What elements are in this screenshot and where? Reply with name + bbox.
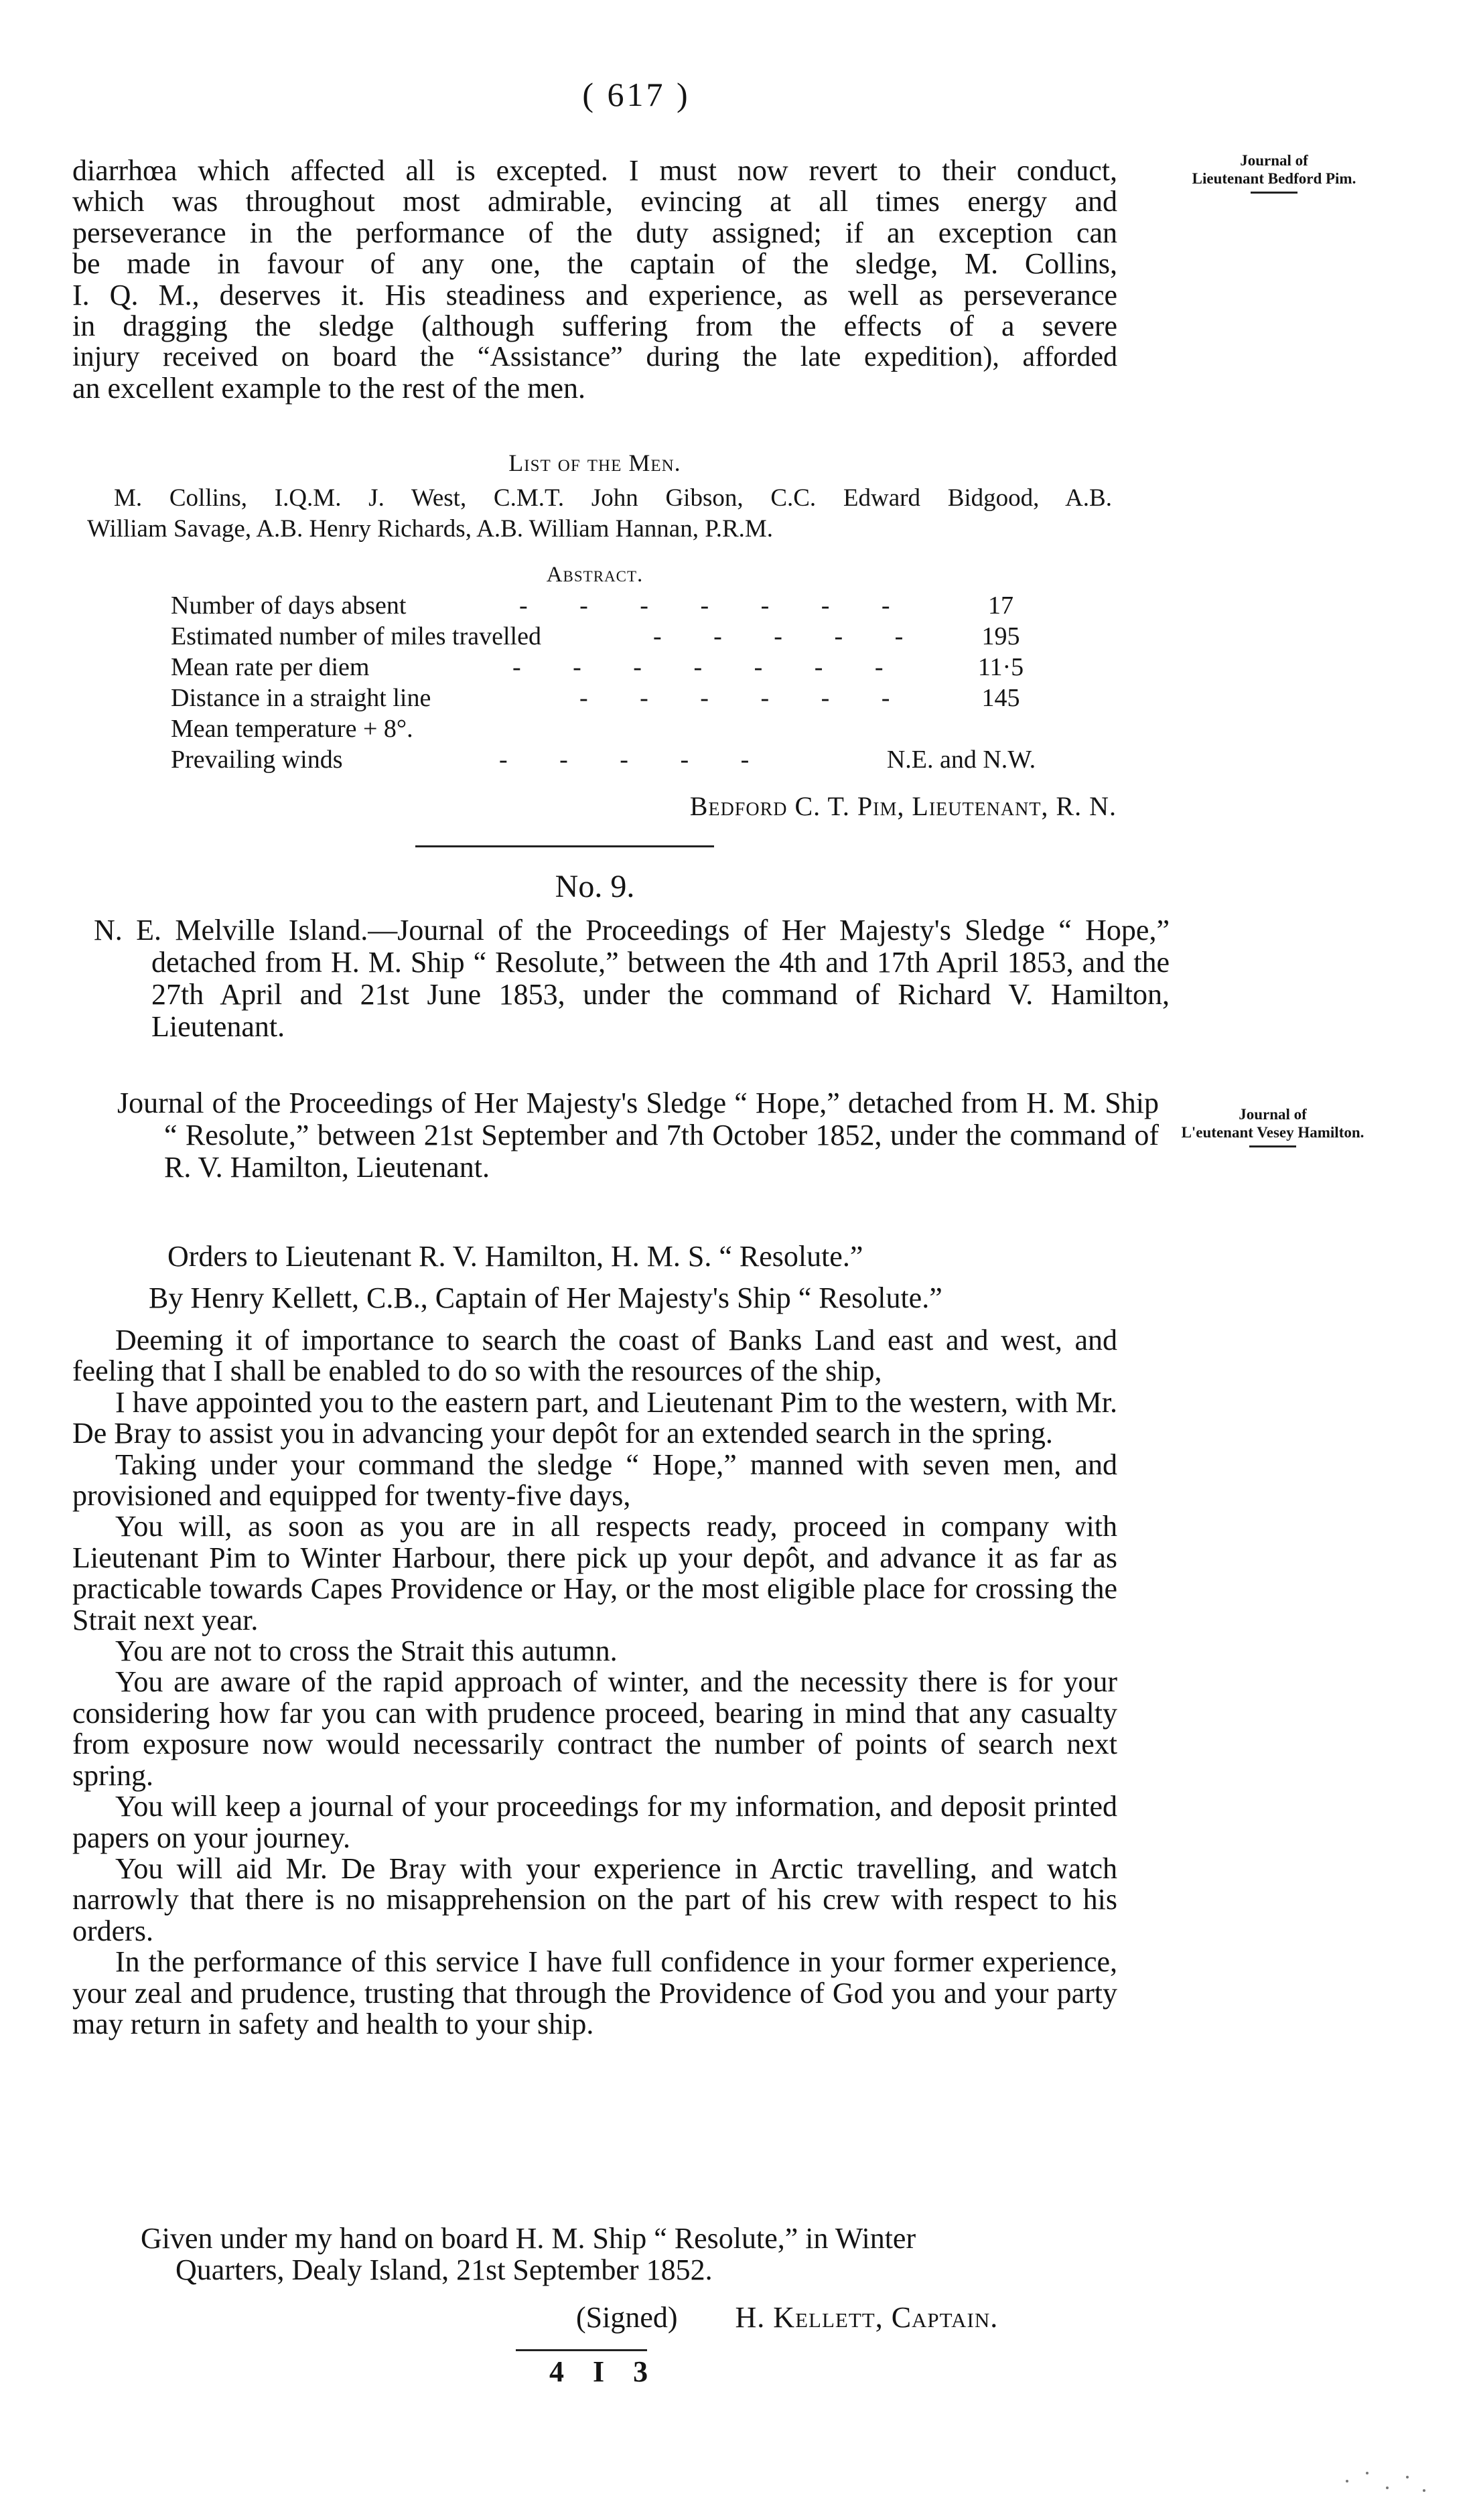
section-number: No. 9. [555, 869, 635, 904]
abstract-value: 11·5 [977, 653, 1024, 681]
opening-line: an excellent example to the rest of the men. [72, 371, 586, 405]
abstract-label: Estimated number of miles travelled [171, 622, 541, 650]
section-heading: N. E. Melville Island.—Journal of the Proceedings of Her Majesty's Sledge “ Hope,” detached from H. M. Ship “ Resolute,” between the 4th and 17th April 1853, and the 27th April and 21st June 1853, under the command of Richard V. Hamilton, Lieutenant. [94, 914, 1170, 1043]
margin-note-pim-line1: Journal of [1240, 152, 1308, 169]
abstract-label: Distance in a straight line [171, 684, 431, 712]
abstract-leader: - - - - - - [579, 684, 913, 712]
letter-paragraph: You are not to cross the Strait this autumn. [115, 1634, 618, 1668]
margin-note-pim-line2: Lieutenant Bedford Pim. [1192, 170, 1356, 187]
abstract-row [171, 652, 1068, 683]
abstract-label: Number of days absent [171, 591, 407, 620]
letter-paragraph: You are aware of the rapid approach of winter, and the necessity there is for your considering how far you can with prudence proceed, bearing in mind that any casualty from exposure now would necessarily contract the number of points of search next spring. [72, 1665, 1117, 1792]
abstract-label: Prevailing winds [171, 746, 343, 774]
given-line-1: Given under my hand on board H. M. Ship “ Resolute,” in Winter [141, 2222, 916, 2255]
bottom-rule [516, 2349, 647, 2351]
abstract-value: 145 [981, 684, 1020, 712]
letter-paragraph: Deeming it of importance to search the coast of Banks Land east and west, and feeling that I shall be enabled to do so with the resources of the ship, [72, 1324, 1117, 1388]
given-under-hand [141, 2223, 1112, 2286]
abstract-leader: - - - - - [653, 622, 926, 650]
opening-line: injury received on board the “Assistance” during the late expedition), afforded [72, 342, 1117, 373]
letter-paragraph: You will aid Mr. De Bray with your experience in Arctic travelling, and watch narrowly that there is no misapprehension on the part of his crew with respect to his orders. [72, 1851, 1117, 1947]
margin-note-hamilton-line2: L'eutenant Vesey Hamilton. [1181, 1124, 1364, 1141]
letter-paragraph: Taking under your command the sledge “ Hope,” manned with seven men, and provisioned and equipped for twenty-five days, [72, 1448, 1117, 1513]
letter-paragraph: You will, as soon as you are in all respects ready, proceed in company with Lieutenant Pim to Winter Harbour, there pick up your depôt, and advance it as far as practicable towards Capes Providence or Hay, or the most eligible place for crossing the Strait next year. [72, 1510, 1117, 1636]
abstract-leader: - - - - - - - [512, 653, 906, 681]
orders-line: Orders to Lieutenant R. V. Hamilton, H. M. S. “ Resolute.” [167, 1240, 863, 1273]
opening-line: be made in favour of any one, the captain of the sledge, M. Collins, [72, 247, 1117, 281]
printer-signature-mark: 4 I 3 [549, 2355, 659, 2388]
abstract-row [171, 591, 1068, 622]
abstract-value: 195 [981, 622, 1020, 650]
section-divider [415, 845, 714, 847]
letter-paragraph: In the performance of this service I have full confidence in your former experience, your zeal and prudence, trusting that through the Providence of God you and your party may return in safety and health to your ship. [72, 1945, 1117, 2040]
signed-block [576, 2300, 998, 2334]
abstract-row [171, 683, 1068, 714]
margin-note-hamilton-line1: Journal of [1239, 1106, 1307, 1123]
signature-pim: Bedford C. T. Pim, Lieutenant, R. N. [689, 791, 1117, 821]
letter-paragraph: You will keep a journal of your proceedings for my information, and deposit printed papers on your journey. [72, 1790, 1117, 1854]
abstract-row [171, 745, 1068, 776]
men-line-1: M. Collins, I.Q.M. J. West, C.M.T. John Gibson, C.C. Edward Bidgood, A.B. [114, 484, 1112, 512]
page-number: ( 617 ) [582, 76, 691, 113]
opening-line: I. Q. M., deserves it. His steadiness and experience, as well as perseverance [72, 278, 1117, 311]
scan-specks [1339, 2466, 1440, 2500]
abstract-row [171, 622, 1068, 652]
opening-line: diarrhœa which affected all is excepted. I must now revert to their conduct, [72, 154, 1117, 187]
opening-line: perseverance in the performance of the duty assigned; if an exception can [72, 216, 1117, 249]
opening-line: which was throughout most admirable, evincing at all times energy and [72, 185, 1117, 218]
abstract-leader: - - - - - [499, 746, 772, 774]
abstract-label: Mean temperature + 8°. [171, 715, 413, 743]
men-line-2: William Savage, A.B. Henry Richards, A.B. William Hannan, P.R.M. [87, 515, 774, 543]
opening-paragraph [72, 155, 1117, 404]
by-line: By Henry Kellett, C.B., Captain of Her Majesty's Ship “ Resolute.” [149, 1281, 942, 1314]
margin-note-rule [1251, 192, 1297, 194]
abstract-label: Mean rate per diem [171, 653, 370, 681]
margin-note-rule [1249, 1145, 1296, 1147]
abstract-value: N.E. and N.W. [886, 746, 1036, 774]
margin-note-hamilton [1125, 1105, 1420, 1147]
abstract-value: 17 [988, 591, 1013, 620]
abstract-leader: - - - - - - - [519, 591, 913, 620]
opening-line: in dragging the sledge (although suffering from the effects of a severe [72, 309, 1117, 343]
signed-name: H. Kellett, Captain. [735, 2301, 999, 2334]
abstract-row [171, 714, 1068, 745]
signed-label: (Signed) [576, 2301, 678, 2334]
list-of-men-heading: List of the Men. [508, 449, 681, 476]
margin-note-pim [1153, 151, 1395, 194]
letter-body [72, 1325, 1117, 2040]
abstract-heading: Abstract. [546, 563, 644, 587]
journal-heading: Journal of the Proceedings of Her Majesty's Sledge “ Hope,” detached from H. M. Ship “ Resolute,” between 21st September and 7th October 1852, under the command of R. V. Hamilton, Lieutenant. [117, 1087, 1159, 1184]
given-line-2: Quarters, Dealy Island, 21st September 1852. [176, 2253, 713, 2286]
letter-paragraph: I have appointed you to the eastern part, and Lieutenant Pim to the western, with Mr. De Bray to assist you in advancing your depôt for an extended search in the spring. [72, 1385, 1117, 1450]
